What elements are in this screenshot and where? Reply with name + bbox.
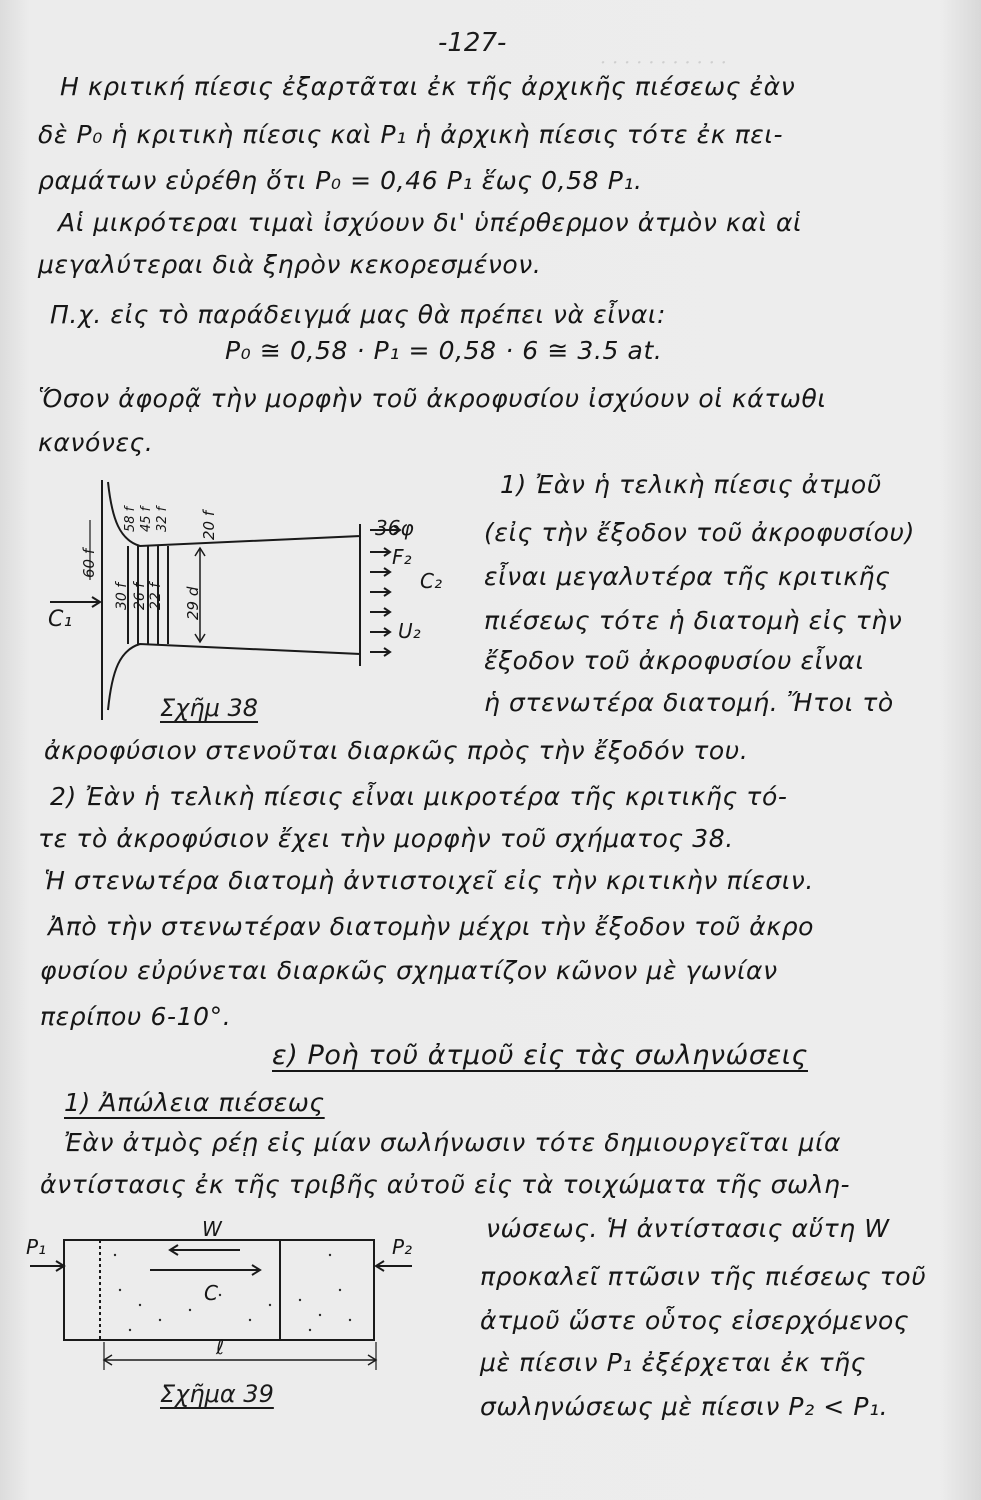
- label-58f: 58 f: [123, 506, 138, 532]
- figure-39-caption: Σχῆμα 39: [160, 1380, 274, 1408]
- text-line: προκαλεῖ πτῶσιν τῆς πιέσεως τοῦ: [480, 1262, 927, 1291]
- label-u2: U₂: [398, 619, 421, 643]
- section-heading: ε) Ροὴ τοῦ ἀτμοῦ εἰς τὰς σωληνώσεις: [272, 1040, 808, 1071]
- text-line: Ἐὰν ἀτμὸς ρέῃ εἰς μίαν σωλήνωσιν τότε δημιουργεῖται μία: [64, 1128, 842, 1157]
- label-45f: 45 f: [139, 506, 154, 532]
- label-c: C: [204, 1281, 218, 1305]
- page-number: -127-: [438, 28, 507, 58]
- text-line: ραμάτων εὑρέθη ὅτι P₀ = 0,46 P₁ ἕως 0,58 P₁.: [38, 166, 643, 195]
- label-20f: 20 f: [200, 510, 218, 540]
- label-36: 36φ: [375, 516, 414, 540]
- label-30f: 30 f: [114, 582, 130, 610]
- text-line: Ὅσον ἀφορᾷ τὴν μορφὴν τοῦ ἀκροφυσίου ἰσχύουν οἱ κάτωθι: [38, 384, 827, 413]
- label-l: ℓ: [216, 1335, 225, 1359]
- formula-line: P₀ ≅ 0,58 · P₁ = 0,58 · 6 ≅ 3.5 at.: [225, 336, 663, 365]
- label-26f: 26 f: [132, 582, 148, 610]
- label-p1: P₁: [26, 1235, 47, 1259]
- label-29d: 29 d: [184, 586, 202, 620]
- text-line: ἔξοδον τοῦ ἀκροφυσίου εἶναι: [484, 646, 865, 675]
- label-c1: C₁: [48, 607, 73, 632]
- label-c2: C₂: [420, 569, 442, 593]
- text-line: ἀτμοῦ ὥστε οὗτος εἰσερχόμενος: [480, 1306, 910, 1335]
- text-line: νώσεως. Ἡ ἀντίστασις αὕτη W: [486, 1214, 890, 1243]
- text-line: φυσίου εὐρύνεται διαρκῶς σχηματίζον κῶνον μὲ γωνίαν: [40, 956, 778, 985]
- text-line: περίπου 6-10°.: [40, 1002, 232, 1031]
- text-line: Π.χ. εἰς τὸ παράδειγμά μας θὰ πρέπει νὰ εἶναι:: [50, 300, 667, 329]
- label-22f: 22 f: [148, 582, 164, 610]
- label-32f: 32 f: [155, 506, 170, 532]
- text-line: (εἰς τὴν ἔξοδον τοῦ ἀκροφυσίου): [484, 518, 915, 547]
- label-f2: F₂: [392, 545, 412, 569]
- text-line: 2) Ἐὰν ἡ τελικὴ πίεσις εἶναι μικροτέρα τῆς κριτικῆς τό-: [50, 782, 788, 811]
- text-line: τε τὸ ἀκροφύσιον ἔχει τὴν μορφὴν τοῦ σχήματος 38.: [38, 824, 734, 853]
- text-line: Αἱ μικρότεραι τιμαὶ ἰσχύουν δι' ὑπέρθερμον ἀτμὸν καὶ αἱ: [58, 208, 803, 237]
- text-line: Η κριτική πίεσις ἐξαρτᾶται ἐκ τῆς ἀρχικῆς πιέσεως ἐὰν: [60, 72, 796, 101]
- text-line: μὲ πίεσιν P₁ ἐξέρχεται ἐκ τῆς: [480, 1348, 866, 1377]
- text-line: σωληνώσεως μὲ πίεσιν P₂ < P₁.: [480, 1392, 889, 1421]
- text-line: ἡ στενωτέρα διατομή. Ἤτοι τὸ: [484, 688, 894, 717]
- text-line: μεγαλύτεραι διὰ ξηρὸν κεκορεσμένον.: [38, 250, 542, 279]
- text-line: ἀντίστασις ἐκ τῆς τριβῆς αὐτοῦ εἰς τὰ τοιχώματα τῆς σωλη-: [40, 1170, 851, 1199]
- text-line: 1) Ἐὰν ἡ τελικὴ πίεσις ἀτμοῦ: [500, 470, 882, 499]
- label-w: W: [202, 1217, 222, 1241]
- text-line: δὲ P₀ ἡ κριτικὴ πίεσις καὶ P₁ ἡ ἀρχικὴ πίεσις τότε ἐκ πει-: [38, 120, 784, 149]
- figure-38-nozzle: [30, 460, 470, 730]
- label-p2: P₂: [392, 1235, 413, 1259]
- text-line: εἶναι μεγαλυτέρα τῆς κριτικῆς: [484, 562, 891, 591]
- text-line: πιέσεως τότε ἡ διατομὴ εἰς τὴν: [484, 606, 903, 635]
- figure-39-pipe: [20, 1210, 460, 1380]
- text-line: Ἀπὸ τὴν στενωτέραν διατομὴν μέχρι τὴν ἔξοδον τοῦ ἀκρο: [48, 912, 815, 941]
- text-line: ἀκροφύσιον στενοῦται διαρκῶς πρὸς τὴν ἔξοδόν του.: [44, 736, 749, 765]
- text-line: Ἡ στενωτέρα διατομὴ ἀντιστοιχεῖ εἰς τὴν κριτικὴν πίεσιν.: [44, 866, 814, 895]
- subheading: 1) Ἀπώλεια πιέσεως: [64, 1088, 325, 1117]
- bleed-through-text: · · · · · · · · · · ·: [600, 52, 727, 74]
- text-line: κανόνες.: [38, 428, 154, 457]
- figure-38-caption: Σχῆμ 38: [160, 694, 259, 722]
- label-60f: 60 f: [80, 548, 98, 578]
